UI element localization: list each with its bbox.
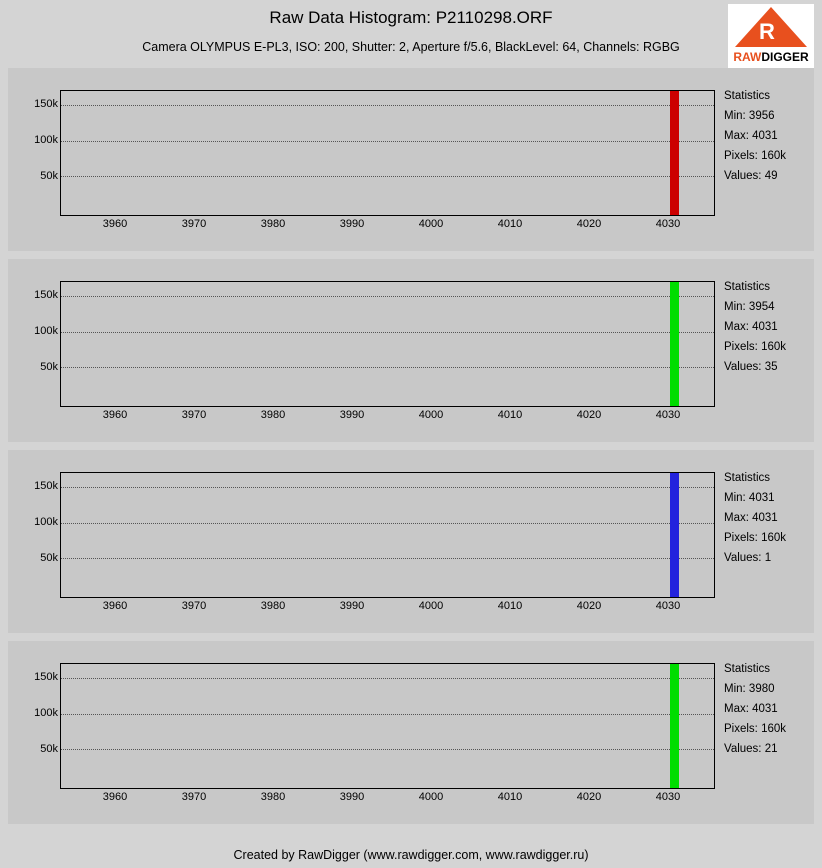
plot-canvas-r <box>60 90 715 216</box>
x-tick-label: 4030 <box>655 791 681 803</box>
y-tick-label: 100k <box>34 134 58 147</box>
x-tick-label: 3980 <box>260 218 286 230</box>
gridline <box>61 176 714 177</box>
x-tick-label: 4030 <box>655 600 681 612</box>
statistics-panel-g2 <box>724 659 822 759</box>
page-subtitle: Camera OLYMPUS E-PL3, ISO: 200, Shutter: 2, Aperture f/5.6, BlackLevel: 64, Channels: RGBG <box>142 40 680 54</box>
x-tick-label: 3970 <box>181 600 207 612</box>
statistics-pixels: Pixels: 160k <box>724 723 787 735</box>
y-axis-g2 <box>8 663 58 789</box>
x-tick-label: 4010 <box>497 600 523 612</box>
plot-area-b <box>8 450 720 633</box>
x-tick-label: 3990 <box>339 218 365 230</box>
x-axis-r <box>60 218 715 234</box>
x-tick-label: 4030 <box>655 218 681 230</box>
logo-wordmark-raw: RAW <box>733 50 762 64</box>
gridline <box>61 714 714 715</box>
statistics-pixels: Pixels: 160k <box>724 532 787 544</box>
x-tick-label: 4000 <box>418 218 444 230</box>
page-title: Raw Data Histogram: P2110298.ORF <box>269 8 553 27</box>
statistics-min: Min: 3954 <box>724 301 775 313</box>
histogram-panel-g <box>8 259 814 442</box>
plot-area-g <box>8 259 720 442</box>
statistics-panel-r <box>724 86 822 186</box>
x-tick-label: 3990 <box>339 409 365 421</box>
gridline <box>61 523 714 524</box>
x-tick-label: 4010 <box>497 218 523 230</box>
statistics-min: Min: 4031 <box>724 492 775 504</box>
x-tick-label: 3960 <box>102 218 128 230</box>
statistics-pixels: Pixels: 160k <box>724 341 787 353</box>
statistics-max: Max: 4031 <box>724 703 778 715</box>
histogram-panel-b <box>8 450 814 633</box>
plot-area-g2 <box>8 641 720 824</box>
x-tick-label: 3990 <box>339 791 365 803</box>
histogram-bar <box>670 664 679 788</box>
statistics-max: Max: 4031 <box>724 130 778 142</box>
statistics-min: Min: 3956 <box>724 110 775 122</box>
statistics-max: Max: 4031 <box>724 321 778 333</box>
histogram-panel-g2 <box>8 641 814 824</box>
x-tick-label: 3970 <box>181 218 207 230</box>
x-axis-g2 <box>60 791 715 807</box>
x-tick-label: 3960 <box>102 600 128 612</box>
gridline <box>61 749 714 750</box>
x-tick-label: 3970 <box>181 409 207 421</box>
histogram-bar <box>670 473 679 597</box>
rawdigger-logo <box>728 4 814 68</box>
x-tick-label: 4020 <box>576 791 602 803</box>
y-tick-label: 50k <box>40 361 58 374</box>
y-axis-r <box>8 90 58 216</box>
x-tick-label: 3960 <box>102 791 128 803</box>
statistics-values: Values: 21 <box>724 743 778 755</box>
x-tick-label: 4030 <box>655 409 681 421</box>
statistics-values: Values: 49 <box>724 170 778 182</box>
gridline <box>61 141 714 142</box>
gridline <box>61 558 714 559</box>
histogram-bar <box>670 282 679 406</box>
plot-canvas-b <box>60 472 715 598</box>
y-tick-label: 150k <box>34 480 58 493</box>
y-axis-g <box>8 281 58 407</box>
x-tick-label: 3960 <box>102 409 128 421</box>
y-tick-label: 150k <box>34 671 58 684</box>
x-tick-label: 4020 <box>576 409 602 421</box>
gridline <box>61 487 714 488</box>
statistics-values: Values: 1 <box>724 552 772 564</box>
x-tick-label: 3980 <box>260 791 286 803</box>
gridline <box>61 105 714 106</box>
y-tick-label: 50k <box>40 743 58 756</box>
x-tick-label: 3970 <box>181 791 207 803</box>
y-tick-label: 100k <box>34 516 58 529</box>
statistics-heading: Statistics <box>724 663 771 675</box>
logo-letter: R <box>759 19 774 44</box>
y-tick-label: 150k <box>34 98 58 111</box>
statistics-max: Max: 4031 <box>724 512 778 524</box>
y-tick-label: 100k <box>34 325 58 338</box>
statistics-heading: Statistics <box>724 472 771 484</box>
x-tick-label: 4000 <box>418 409 444 421</box>
footer-credit: Created by RawDigger (www.rawdigger.com, www.rawdigger.ru) <box>233 848 589 862</box>
gridline <box>61 332 714 333</box>
statistics-panel-g <box>724 277 822 377</box>
statistics-values: Values: 35 <box>724 361 778 373</box>
histogram-panel-r <box>8 68 814 251</box>
logo-wordmark <box>729 50 813 64</box>
statistics-panel-b <box>724 468 822 568</box>
plot-canvas-g <box>60 281 715 407</box>
gridline <box>61 296 714 297</box>
x-tick-label: 4020 <box>576 218 602 230</box>
y-tick-label: 50k <box>40 170 58 183</box>
statistics-pixels: Pixels: 160k <box>724 150 787 162</box>
x-tick-label: 3980 <box>260 600 286 612</box>
x-tick-label: 4000 <box>418 600 444 612</box>
x-tick-label: 4010 <box>497 791 523 803</box>
x-tick-label: 4010 <box>497 409 523 421</box>
statistics-heading: Statistics <box>724 90 771 102</box>
logo-wordmark-digger: DIGGER <box>761 50 809 64</box>
gridline <box>61 367 714 368</box>
x-axis-b <box>60 600 715 616</box>
plot-area-r <box>8 68 720 251</box>
x-tick-label: 4000 <box>418 791 444 803</box>
y-tick-label: 50k <box>40 552 58 565</box>
page-header <box>0 0 822 68</box>
histogram-bar <box>670 91 679 215</box>
x-tick-label: 3980 <box>260 409 286 421</box>
y-tick-label: 100k <box>34 707 58 720</box>
x-axis-g <box>60 409 715 425</box>
x-tick-label: 4020 <box>576 600 602 612</box>
statistics-min: Min: 3980 <box>724 683 775 695</box>
gridline <box>61 678 714 679</box>
statistics-heading: Statistics <box>724 281 771 293</box>
y-tick-label: 150k <box>34 289 58 302</box>
plot-canvas-g2 <box>60 663 715 789</box>
x-tick-label: 3990 <box>339 600 365 612</box>
y-axis-b <box>8 472 58 598</box>
